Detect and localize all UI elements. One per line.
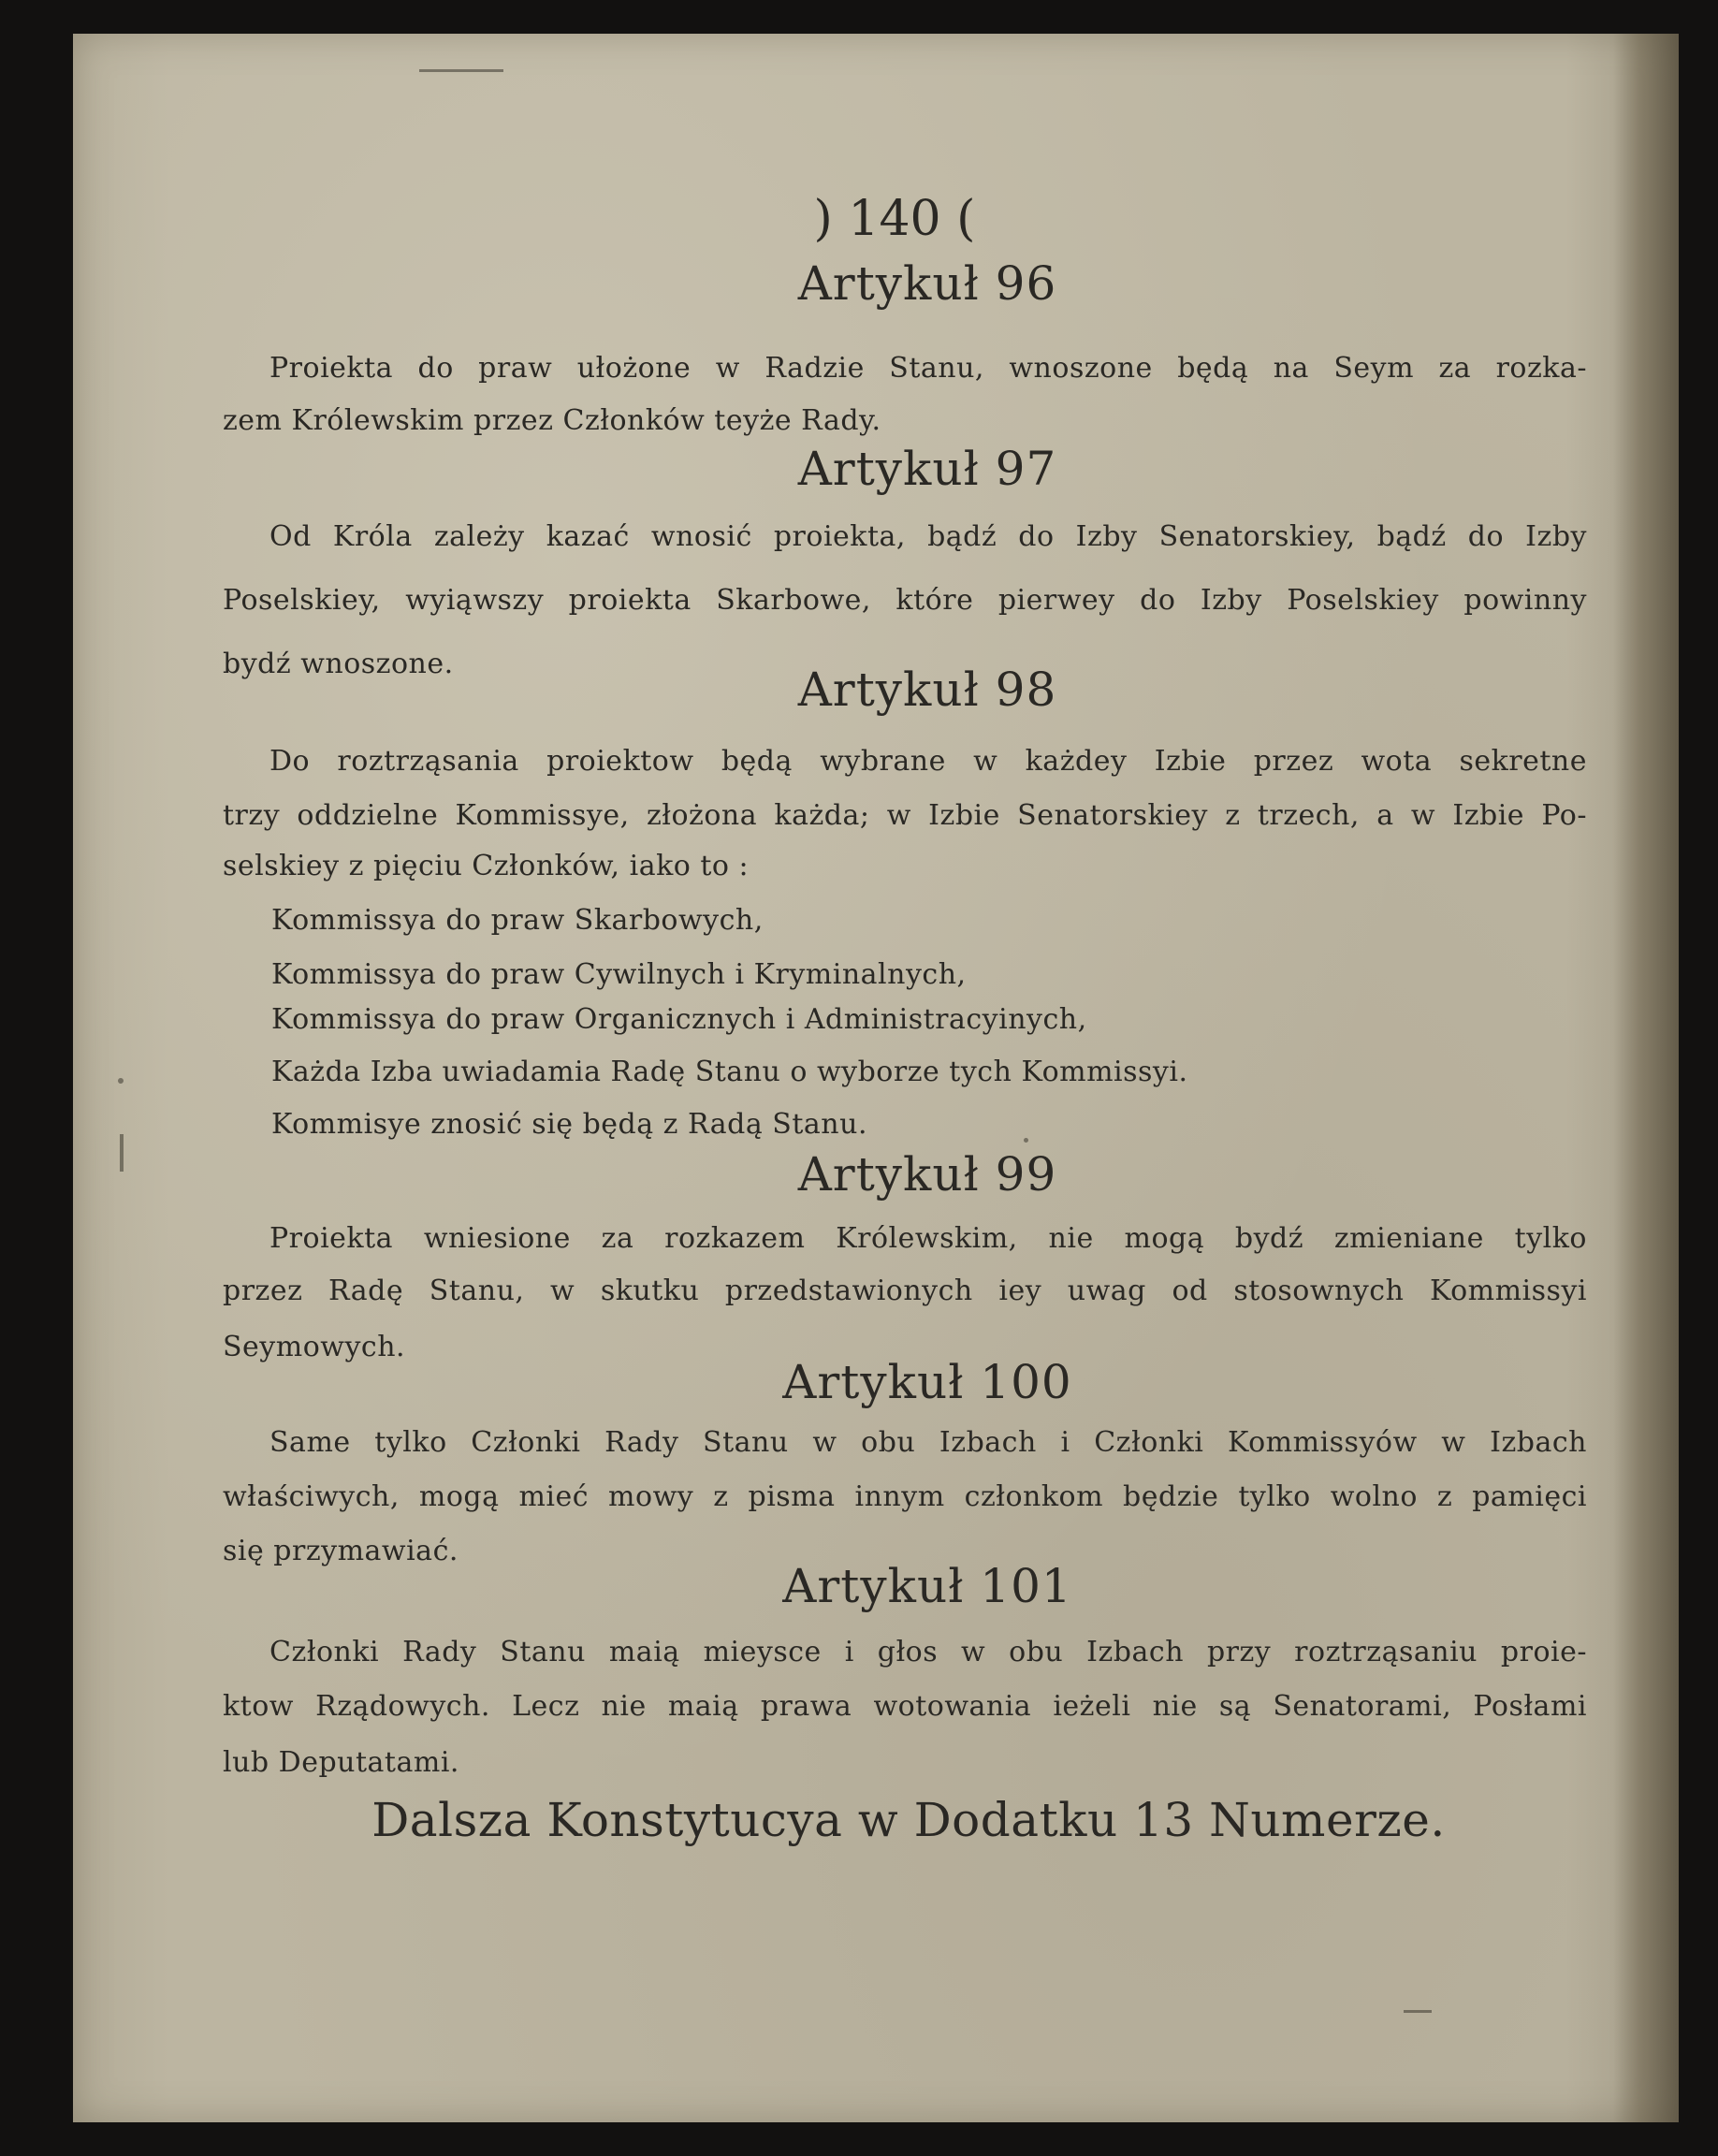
ink-speck — [118, 1078, 124, 1084]
article-98-line-2: trzy oddzielne Kommissye, złożona każda; w Izbie Senatorskiey z trzech, a w Izbie Po- — [223, 799, 1587, 832]
ink-speck — [1404, 2010, 1432, 2013]
article-98-heading: Artykuł 98 — [797, 663, 1057, 717]
article-101-line-3: lub Deputatami. — [223, 1746, 459, 1779]
continuation-note: Dalsza Konstytucya w Dodatku 13 Numerze. — [371, 1793, 1446, 1847]
page-number: ) 140 ( — [813, 191, 976, 247]
article-101-heading: Artykuł 101 — [782, 1559, 1072, 1613]
article-98-line-3: selskiey z pięciu Członków, iako to : — [223, 850, 750, 882]
article-101-line-2: ktow Rządowych. Lecz nie maią prawa wotowania ieżeli nie są Senatorami, Posłami — [223, 1690, 1587, 1723]
ink-speck — [1024, 1138, 1028, 1143]
article-97-heading: Artykuł 97 — [797, 442, 1057, 496]
article-97-line-1: Od Króla zależy kazać wnosić proiekta, bądź do Izby Senatorskiey, bądź do Izby — [269, 520, 1587, 553]
article-100-heading: Artykuł 100 — [782, 1355, 1072, 1409]
article-97-line-2: Poselskiey, wyiąwszy proiekta Skarbowe, które pierwey do Izby Poselskiey powinny — [223, 584, 1587, 617]
article-98-item-3: Kommissya do praw Organicznych i Administracyinych, — [271, 1003, 1087, 1036]
article-98-item-4: Każda Izba uwiadamia Radę Stanu o wyborze tych Kommissyi. — [271, 1056, 1188, 1088]
article-98-item-1: Kommissya do praw Skarbowych, — [271, 904, 764, 937]
article-98-item-2: Kommissya do praw Cywilnych i Kryminalnych, — [271, 958, 967, 991]
article-96-line-1: Proiekta do praw ułożone w Radzie Stanu, wnoszone będą na Seym za rozka- — [269, 352, 1587, 385]
document-page — [73, 34, 1679, 2122]
article-100-line-3: się przymawiać. — [223, 1535, 459, 1567]
article-98-item-5: Kommisye znosić się będą z Radą Stanu. — [271, 1108, 867, 1141]
article-99-line-2: przez Radę Stanu, w skutku przedstawionych iey uwag od stosownych Kommissyi — [223, 1275, 1587, 1307]
article-97-line-3: bydź wnoszone. — [223, 648, 454, 680]
article-99-heading: Artykuł 99 — [797, 1147, 1057, 1202]
article-100-line-2: właściwych, mogą mieć mowy z pisma innym członkom będzie tylko wolno z pamięci — [223, 1480, 1587, 1513]
article-100-line-1: Same tylko Członki Rady Stanu w obu Izbach i Członki Kommissyów w Izbach — [269, 1426, 1587, 1459]
article-101-line-1: Członki Rady Stanu maią mieysce i głos w obu Izbach przy roztrząsaniu proie- — [269, 1636, 1587, 1668]
article-99-line-3: Seymowych. — [223, 1331, 406, 1363]
ink-speck — [120, 1134, 124, 1172]
article-99-line-1: Proiekta wniesione za rozkazem Królewskim, nie mogą bydź zmieniane tylko — [269, 1222, 1587, 1255]
article-96-line-2: zem Królewskim przez Członków teyże Rady. — [223, 404, 881, 437]
article-98-line-1: Do roztrząsania proiektow będą wybrane w każdey Izbie przez wota sekretne — [269, 745, 1587, 778]
article-96-heading: Artykuł 96 — [797, 256, 1057, 311]
ink-rule-mark — [419, 69, 503, 72]
